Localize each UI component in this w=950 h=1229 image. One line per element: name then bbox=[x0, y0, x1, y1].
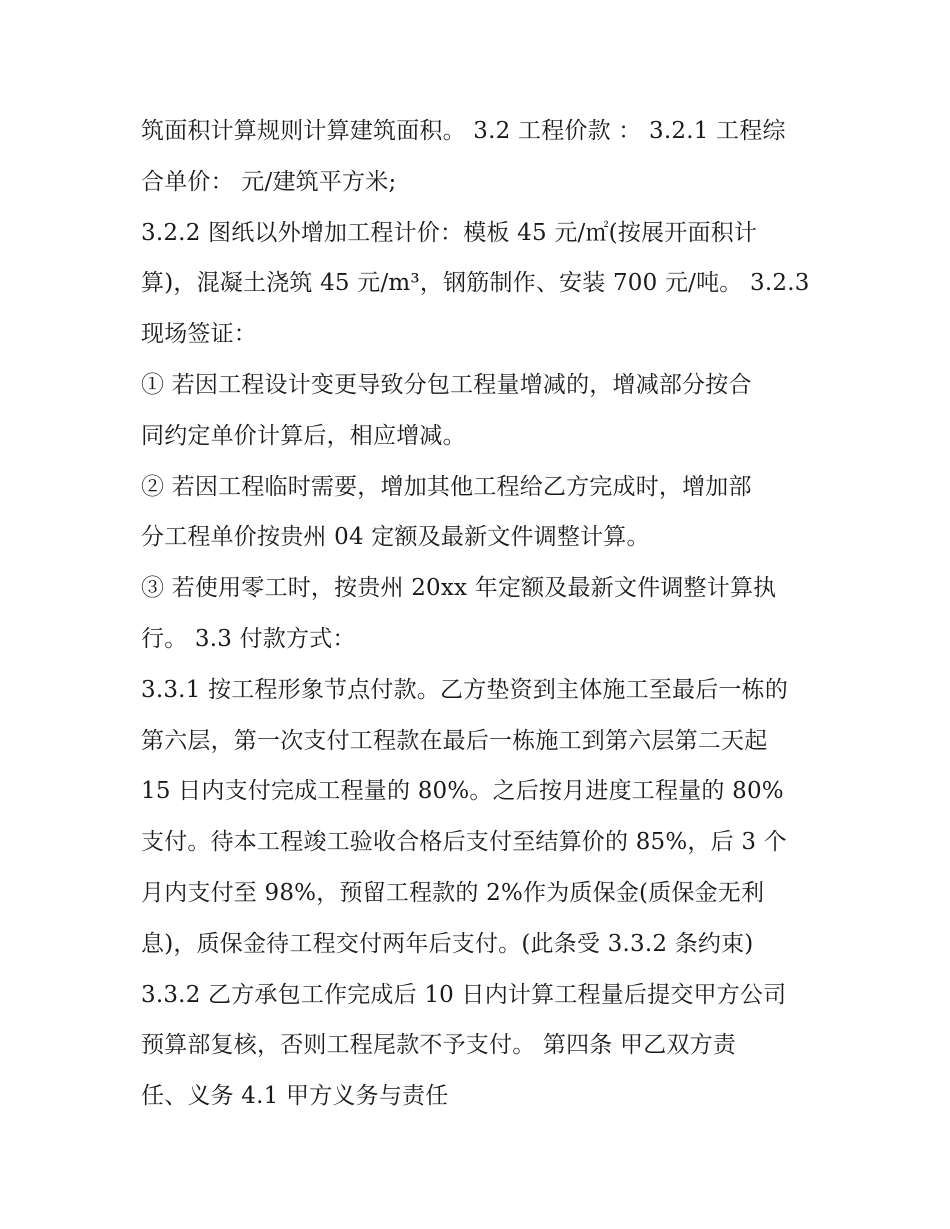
text-line: 算)，混凝土浇筑 45 元/m³，钢筋制作、安装 700 元/吨。 3.2.3 bbox=[141, 270, 810, 297]
text-line: 月内支付至 98%，预留工程款的 2%作为质保金(质保金无利 bbox=[141, 879, 765, 906]
text-line: 分工程单价按贵州 04 定额及最新文件调整计算。 bbox=[141, 524, 650, 551]
text-line: 合单价： 元/建筑平方米; bbox=[141, 168, 397, 195]
text-line: 行。 3.3 付款方式： bbox=[141, 625, 356, 652]
text-line: 支付。待本工程竣工验收合格后支付至结算价的 85%，后 3 个 bbox=[141, 829, 787, 856]
text-line: 3.2.2 图纸以外增加工程计价：模板 45 元/㎡(按展开面积计 bbox=[141, 219, 758, 246]
text-line: 同约定单价计算后，相应增减。 bbox=[141, 422, 466, 449]
text-line: ② 若因工程临时需要，增加其他工程给乙方完成时，增加部 bbox=[141, 473, 752, 500]
text-line: 现场签证： bbox=[141, 321, 257, 348]
text-line: ③ 若使用零工时，按贵州 20xx 年定额及最新文件调整计算执 bbox=[141, 575, 777, 602]
text-line: 第六层，第一次支付工程款在最后一栋施工到第六层第二天起 bbox=[141, 727, 768, 754]
text-line: 筑面积计算规则计算建筑面积。 3.2 工程价款 ： 3.2.1 工程综 bbox=[141, 118, 786, 144]
text-line: 预算部复核，否则工程尾款不予支付。 第四条 甲乙双方责 bbox=[141, 1032, 737, 1059]
text-line: 15 日内支付完成工程量的 80%。之后按月进度工程量的 80% bbox=[141, 778, 784, 805]
text-line: ① 若因工程设计变更导致分包工程量增减的，增减部分按合 bbox=[141, 371, 752, 398]
text-line: 3.3.2 乙方承包工作完成后 10 日内计算工程量后提交甲方公司 bbox=[141, 981, 787, 1008]
text-line: 3.3.1 按工程形象节点付款。乙方垫资到主体施工至最后一栋的 bbox=[141, 676, 789, 703]
text-line: 息)，质保金待工程交付两年后支付。(此条受 3.3.2 条约束) bbox=[141, 930, 754, 957]
text-line: 任、义务 4.1 甲方义务与责任 bbox=[141, 1083, 449, 1110]
document-body bbox=[141, 112, 821, 1128]
